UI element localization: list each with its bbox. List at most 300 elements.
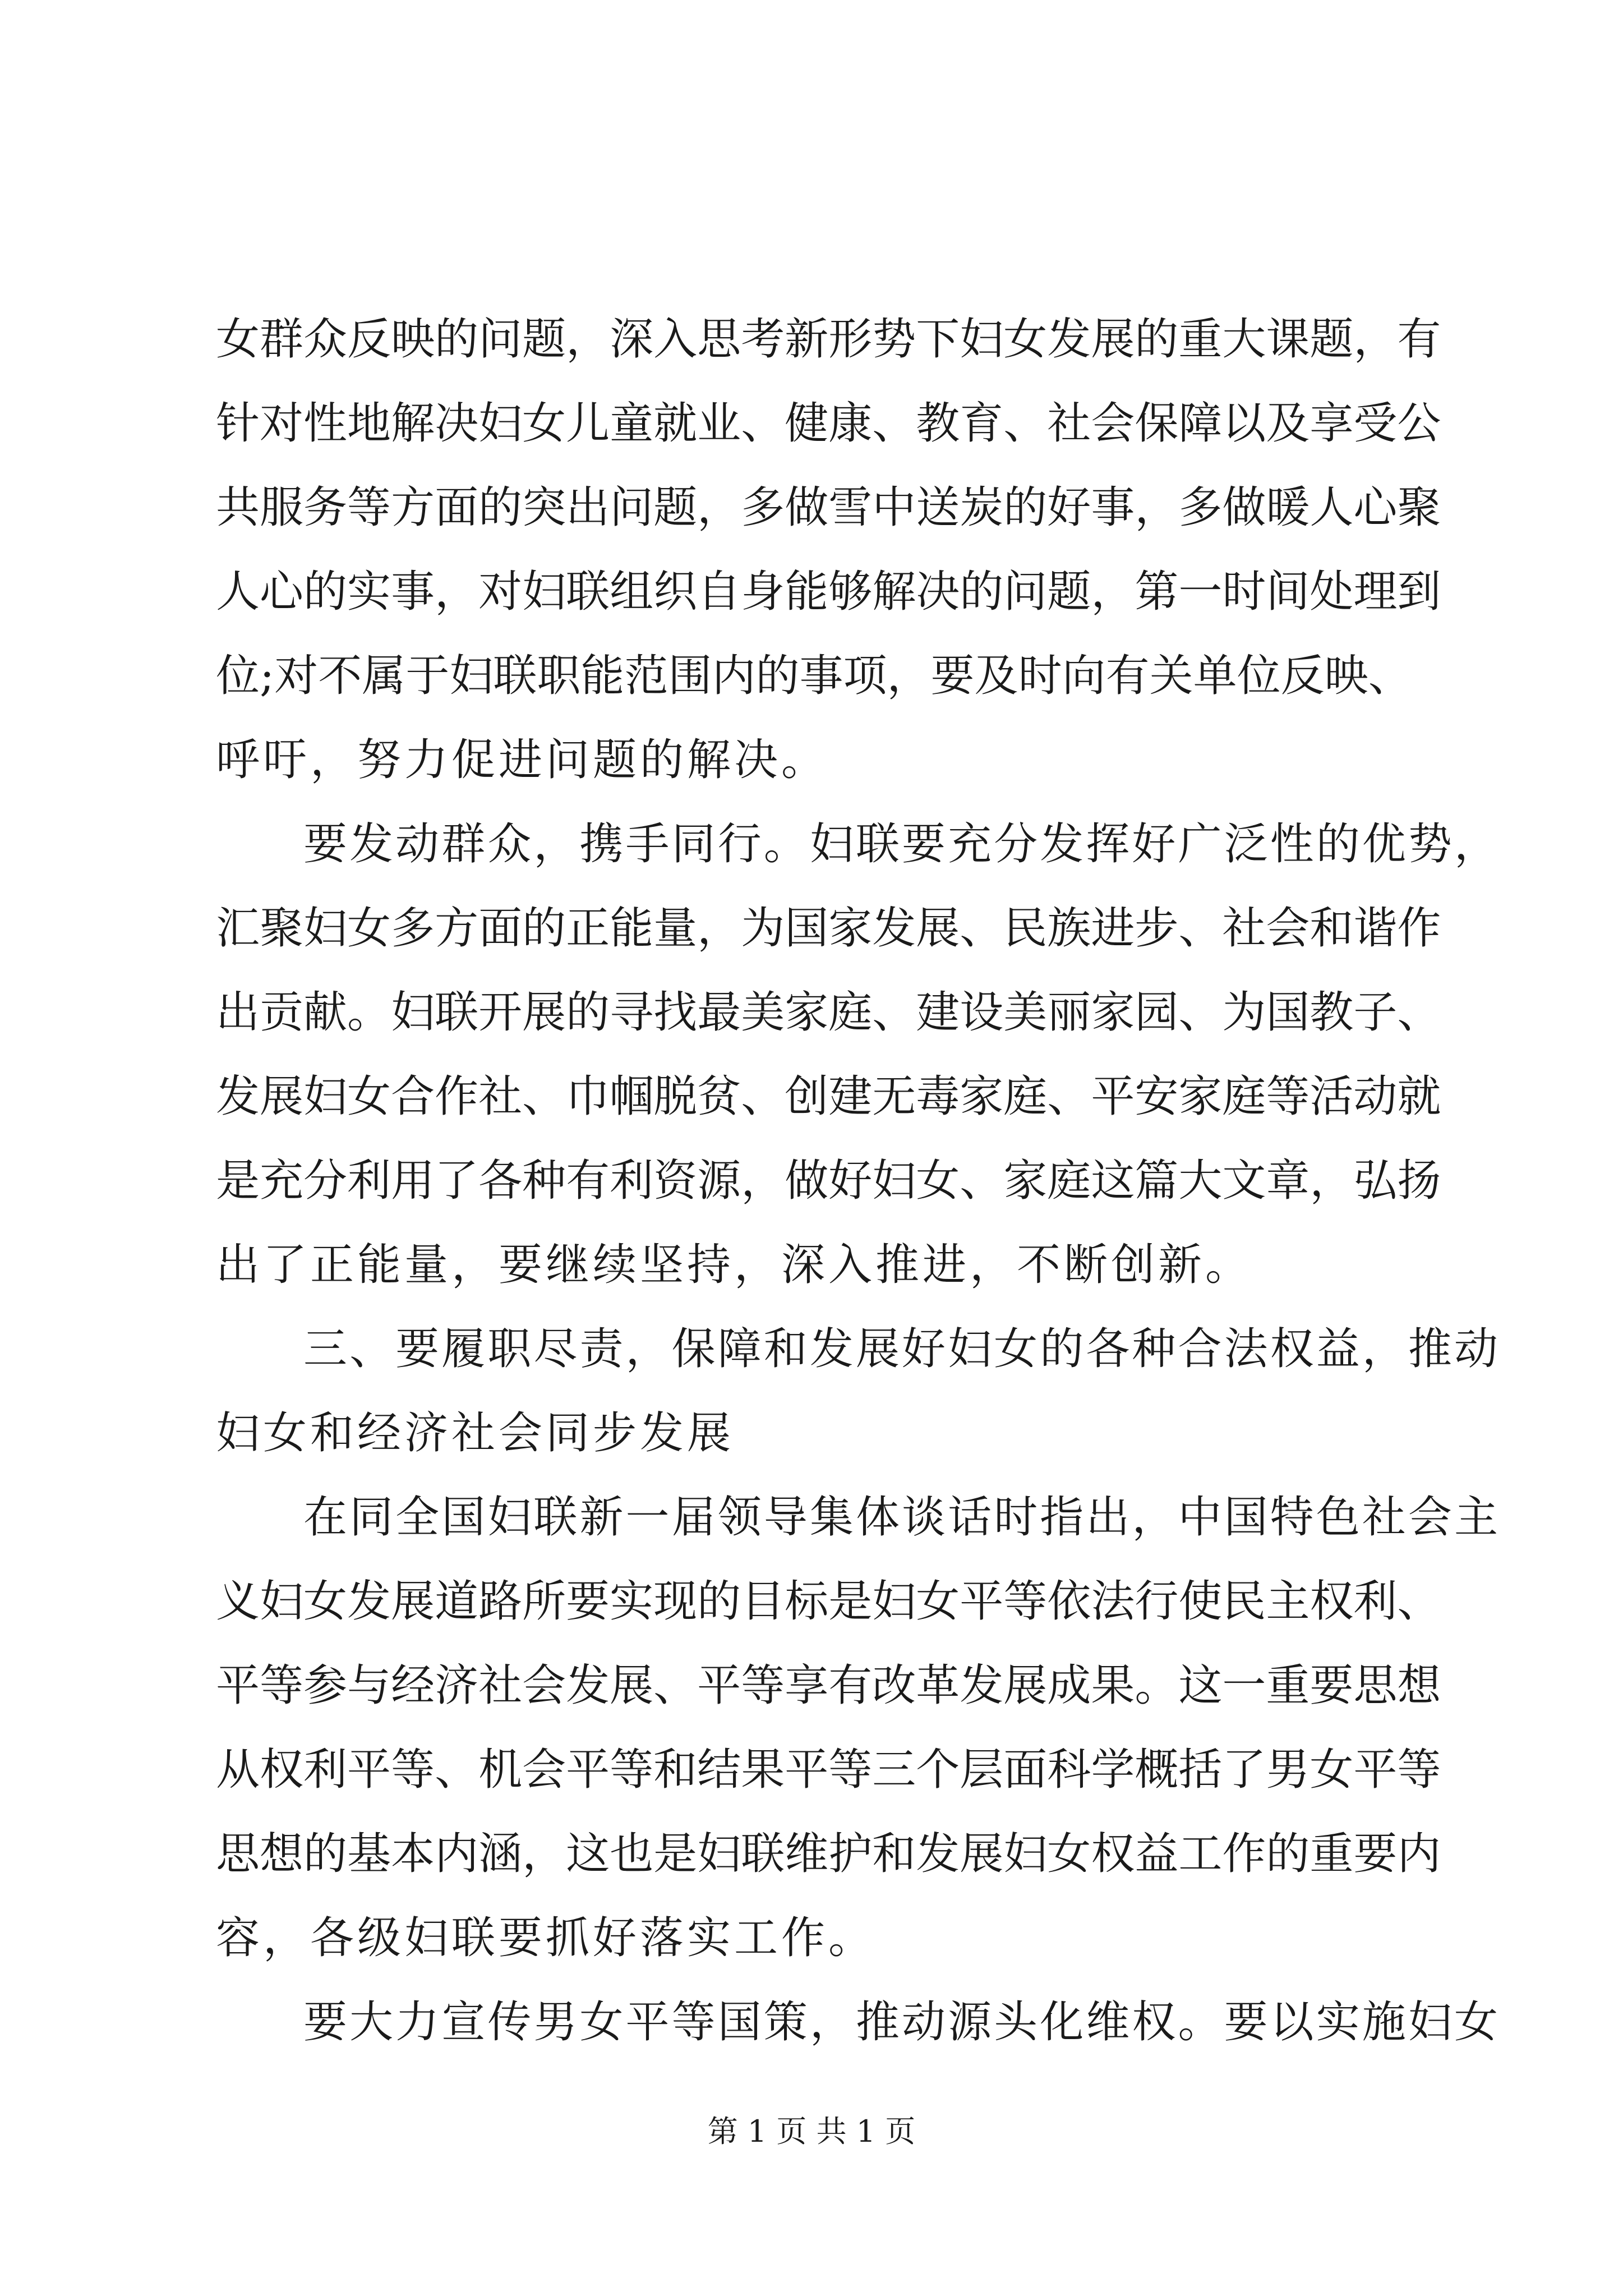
text-char: 实: [610, 1576, 654, 1627]
text-char: 法: [1091, 1576, 1135, 1627]
text-char: 发: [809, 1324, 854, 1374]
section-heading-line: [216, 1307, 1498, 1391]
text-char: 特: [1270, 1492, 1314, 1543]
text-line: [216, 381, 1441, 466]
section-heading-line: 妇女和经济社会同步发展: [216, 1408, 735, 1458]
text-char: 心: [260, 567, 304, 617]
text-char: 联: [566, 567, 610, 617]
text-char: 事: [799, 651, 843, 701]
text-char: 保: [1135, 398, 1179, 449]
text-char: 做: [785, 482, 829, 533]
text-char: 理: [1353, 567, 1398, 617]
text-char: 障: [717, 1324, 762, 1374]
text-char: 群: [441, 819, 486, 869]
text-char: 充: [260, 1156, 304, 1206]
text-char: 对: [478, 567, 523, 617]
text-char: 多: [741, 482, 785, 533]
text-char: 联: [493, 651, 537, 701]
text-char: 解: [872, 567, 916, 617]
text-char: 一: [1222, 1660, 1266, 1711]
text-char: 出: [216, 987, 260, 1038]
text-char: 庭: [1003, 1071, 1048, 1122]
text-line: [216, 1812, 1441, 1896]
text-char: 题: [1310, 314, 1354, 365]
text-char: 施: [1362, 1997, 1406, 2047]
text-char: 巾: [566, 1071, 610, 1122]
text-char: 分: [994, 819, 1038, 869]
text-char: 妇: [872, 1576, 916, 1627]
text-char: 导: [763, 1492, 808, 1543]
text-char: ，: [435, 567, 479, 617]
text-char: 同: [349, 1492, 394, 1543]
text-char: 三: [303, 1324, 348, 1374]
text-char: 国: [717, 1997, 762, 2047]
text-char: 动: [1353, 1071, 1398, 1122]
text-char: 社: [1222, 903, 1266, 954]
text-char: 是: [216, 1156, 260, 1206]
text-char: ，: [697, 903, 741, 954]
text-char: 想: [1397, 1660, 1441, 1711]
text-char: 教: [916, 398, 960, 449]
text-char: 要: [902, 819, 946, 869]
text-char: 会: [1091, 398, 1135, 449]
text-line: [216, 634, 1410, 718]
text-char: 妇: [697, 1829, 741, 1879]
text-char: 美: [1003, 987, 1048, 1038]
text-char: 织: [653, 567, 698, 617]
text-char: 利: [347, 1156, 391, 1206]
text-line: [216, 1139, 1441, 1223]
text-char: 一: [1178, 567, 1223, 617]
text-char: 组: [610, 567, 654, 617]
text-char: 工: [1178, 1829, 1223, 1879]
text-char: 要: [1224, 1997, 1268, 2047]
text-char: 子: [1353, 987, 1398, 1038]
text-char: 分: [303, 1156, 348, 1206]
text-char: 到: [1397, 567, 1441, 617]
text-char: 维: [1086, 1997, 1130, 2047]
text-line: [216, 1728, 1441, 1812]
text-char: 、: [349, 1324, 394, 1374]
text-char: 势: [872, 314, 916, 365]
text-char: 做: [1222, 482, 1266, 533]
text-char: 时: [1222, 567, 1266, 617]
text-char: 事: [1091, 482, 1135, 533]
text-char: 妇: [948, 1324, 992, 1374]
text-char: 女: [579, 1997, 624, 2047]
text-char: 于: [405, 651, 450, 701]
text-char: 开: [478, 987, 523, 1038]
text-char: 性: [1270, 819, 1314, 869]
text-char: 结: [697, 1745, 741, 1795]
text-char: 发: [1040, 819, 1084, 869]
text-char: 弘: [1353, 1156, 1398, 1206]
text-char: 是: [828, 1576, 873, 1627]
text-char: 、: [1178, 987, 1223, 1038]
text-char: 职: [487, 1324, 532, 1374]
text-char: 种: [522, 1156, 566, 1206]
text-char: 、: [741, 1071, 785, 1122]
text-char: 体: [855, 1492, 900, 1543]
text-char: 深: [610, 314, 654, 365]
text-char: 资: [653, 1156, 698, 1206]
text-char: 所: [522, 1576, 566, 1627]
text-char: 头: [994, 1997, 1038, 2047]
text-char: 课: [1266, 314, 1310, 365]
text-char: 源: [697, 1156, 741, 1206]
text-char: 决: [435, 398, 479, 449]
text-char: 行: [1135, 1576, 1179, 1627]
text-char: 、: [1397, 987, 1441, 1038]
text-char: 安: [1135, 1071, 1179, 1122]
text-char: 对: [260, 398, 304, 449]
text-char: 帼: [610, 1071, 654, 1122]
text-char: 力: [395, 1997, 440, 2047]
text-char: 面: [435, 482, 479, 533]
text-char: 宣: [441, 1997, 486, 2047]
text-char: 妇: [809, 819, 854, 869]
text-char: 妇: [960, 314, 1004, 365]
text-char: 这: [566, 1829, 610, 1879]
text-char: 步: [1135, 903, 1179, 954]
text-char: 妇: [478, 398, 523, 449]
text-char: 参: [303, 1660, 348, 1711]
text-char: 新: [785, 314, 829, 365]
text-char: 、: [960, 1156, 1004, 1206]
text-char: 群: [260, 314, 304, 365]
text-char: 思: [1353, 1660, 1398, 1711]
text-char: 时: [994, 1492, 1038, 1543]
text-char: 找: [653, 987, 698, 1038]
text-char: 展: [610, 1660, 654, 1711]
text-char: 三: [872, 1745, 916, 1795]
text-char: 也: [610, 1829, 654, 1879]
text-char: 民: [1222, 1576, 1266, 1627]
text-char: 平: [960, 1576, 1004, 1627]
text-char: 平: [566, 1745, 610, 1795]
text-char: 平: [216, 1660, 260, 1711]
text-char: 方: [391, 482, 435, 533]
text-char: 益: [1316, 1324, 1360, 1374]
text-char: 、: [960, 903, 1004, 954]
text-char: 发: [216, 1071, 260, 1122]
text-char: 各: [1086, 1324, 1130, 1374]
text-char: ，: [522, 1829, 566, 1879]
text-char: 话: [948, 1492, 992, 1543]
text-char: 义: [216, 1576, 260, 1627]
text-char: 动: [1454, 1324, 1498, 1374]
text-char: 要: [930, 651, 975, 701]
text-char: 发: [349, 819, 394, 869]
text-char: 动: [395, 819, 440, 869]
text-char: 第: [1135, 567, 1179, 617]
text-char: 基: [347, 1829, 391, 1879]
text-char: 入: [653, 314, 698, 365]
text-char: 要: [303, 1997, 348, 2047]
text-char: 女: [916, 1576, 960, 1627]
text-char: 道: [435, 1576, 479, 1627]
text-char: 能: [610, 903, 654, 954]
text-char: 会: [522, 1745, 566, 1795]
text-char: 涵: [478, 1829, 523, 1879]
text-char: 共: [216, 482, 260, 533]
text-char: ;: [260, 651, 275, 701]
text-char: 育: [960, 398, 1004, 449]
text-char: 能: [785, 567, 829, 617]
text-char: 重: [1310, 1829, 1354, 1879]
text-char: 职: [537, 651, 581, 701]
text-char: 为: [741, 903, 785, 954]
text-char: ，: [533, 819, 578, 869]
text-char: 的: [478, 482, 523, 533]
text-char: 建: [916, 987, 960, 1038]
text-char: 位: [216, 651, 260, 701]
text-char: 展: [260, 1071, 304, 1122]
text-char: 美: [741, 987, 785, 1038]
text-char: 会: [522, 1660, 566, 1711]
text-char: 果: [741, 1745, 785, 1795]
text-char: 方: [435, 903, 479, 954]
text-char: 发: [916, 1829, 960, 1879]
text-char: 等: [347, 482, 391, 533]
text-char: 展: [1091, 314, 1135, 365]
text-char: 炭: [960, 482, 1004, 533]
text-char: 妇: [872, 1156, 916, 1206]
text-char: 路: [478, 1576, 523, 1627]
text-char: 这: [1178, 1660, 1223, 1711]
text-char: 男: [1266, 1745, 1310, 1795]
text-char: 妇: [303, 1071, 348, 1122]
text-char: 的: [303, 1829, 348, 1879]
text-char: 括: [1178, 1745, 1223, 1795]
text-char: 思: [216, 1829, 260, 1879]
text-char: ，: [1135, 482, 1179, 533]
text-char: 暖: [1266, 482, 1310, 533]
text-char: 园: [1135, 987, 1179, 1038]
text-char: 尽: [533, 1324, 578, 1374]
text-char: 、: [1178, 903, 1223, 954]
text-char: 作: [1222, 1829, 1266, 1879]
text-char: 不: [318, 651, 362, 701]
text-char: 策: [763, 1997, 808, 2047]
text-char: 国: [441, 1492, 486, 1543]
text-char: 发: [1047, 314, 1091, 365]
text-line: [216, 550, 1441, 634]
text-char: 及: [974, 651, 1018, 701]
text-char: 与: [347, 1660, 391, 1711]
text-char: 中: [1178, 1492, 1222, 1543]
text-char: 社: [478, 1660, 523, 1711]
text-char: 女: [1310, 1745, 1354, 1795]
text-char: 势: [1408, 819, 1452, 869]
text-char: 间: [1266, 567, 1310, 617]
text-char: 大: [349, 1997, 394, 2047]
text-char: 。: [347, 987, 391, 1038]
text-char: 地: [347, 398, 391, 449]
text-char: 多: [391, 903, 435, 954]
text-char: 社: [1362, 1492, 1406, 1543]
text-char: 的: [303, 567, 348, 617]
text-char: 众: [487, 819, 532, 869]
text-char: 障: [1178, 398, 1223, 449]
text-char: 责: [579, 1324, 624, 1374]
text-char: 平: [1091, 1071, 1135, 1122]
text-char: 和: [1310, 903, 1354, 954]
text-char: 贡: [260, 987, 304, 1038]
text-char: 等: [1266, 1071, 1310, 1122]
text-char: 以: [1222, 398, 1266, 449]
text-line: [216, 1055, 1441, 1139]
text-char: 题: [1047, 567, 1091, 617]
text-char: ，: [741, 1156, 785, 1206]
text-char: 务: [303, 482, 348, 533]
text-char: 泛: [1224, 819, 1268, 869]
text-char: 健: [785, 398, 829, 449]
text-char: 平: [1353, 1745, 1398, 1795]
text-char: 改: [872, 1660, 916, 1711]
page-number-footer: 第 1 页 共 1 页: [707, 2114, 916, 2149]
paragraph-first-line: [216, 1980, 1498, 2064]
text-char: 保: [671, 1324, 716, 1374]
text-char: 想: [260, 1829, 304, 1879]
text-line: [216, 1644, 1441, 1728]
text-char: 最: [697, 987, 741, 1038]
text-char: 等: [1003, 1576, 1048, 1627]
text-char: 权: [1132, 1997, 1176, 2047]
text-char: 法: [1224, 1324, 1268, 1374]
text-char: 的: [566, 987, 610, 1038]
text-char: 能: [580, 651, 625, 701]
text-char: 反: [1280, 651, 1325, 701]
text-char: 问: [1003, 567, 1048, 617]
text-char: 身: [741, 567, 785, 617]
text-char: 等: [391, 1745, 435, 1795]
text-char: 有: [1397, 314, 1441, 365]
text-char: 扬: [1397, 1156, 1441, 1206]
text-char: 发: [566, 1660, 610, 1711]
text-char: 活: [1310, 1071, 1354, 1122]
text-char: 女: [347, 1071, 391, 1122]
text-char: 标: [785, 1576, 829, 1627]
text-char: 民: [1003, 903, 1048, 954]
text-char: 女: [303, 1576, 348, 1627]
text-char: 广: [1178, 819, 1222, 869]
text-char: 化: [1040, 1997, 1084, 2047]
text-char: 反: [347, 314, 391, 365]
text-char: 个: [916, 1745, 960, 1795]
text-char: ，: [1454, 819, 1498, 869]
text-char: 关: [1149, 651, 1193, 701]
text-char: 的: [1040, 1324, 1084, 1374]
paragraph-first-line: [216, 802, 1498, 886]
text-char: 篇: [1135, 1156, 1179, 1206]
text-char: 新: [579, 1492, 624, 1543]
text-char: 以: [1270, 1997, 1314, 2047]
text-char: 使: [1178, 1576, 1223, 1627]
text-char: 领: [717, 1492, 762, 1543]
text-char: 推: [1408, 1324, 1452, 1374]
text-char: 的: [522, 903, 566, 954]
text-char: 人: [1310, 482, 1354, 533]
text-char: 谐: [1353, 903, 1398, 954]
text-char: 革: [916, 1660, 960, 1711]
text-char: 携: [579, 819, 624, 869]
text-char: 从: [216, 1745, 260, 1795]
text-char: 要: [1310, 1660, 1354, 1711]
text-char: 业: [697, 398, 741, 449]
text-char: 经: [391, 1660, 435, 1711]
text-char: 做: [785, 1156, 829, 1206]
text-char: 和: [872, 1829, 916, 1879]
text-char: 的: [1266, 1829, 1310, 1879]
text-char: 科: [1047, 1745, 1091, 1795]
text-char: 妇: [1408, 1997, 1452, 2047]
text-char: 目: [741, 1576, 785, 1627]
text-char: 主: [1266, 1576, 1310, 1627]
text-char: 要: [1353, 1829, 1398, 1879]
text-char: 够: [828, 567, 873, 617]
text-char: 妇: [487, 1492, 532, 1543]
text-char: 受: [1353, 398, 1398, 449]
text-char: 的: [960, 567, 1004, 617]
text-char: 大: [1222, 314, 1266, 365]
text-char: 和: [653, 1745, 698, 1795]
text-char: ，: [1362, 1324, 1406, 1374]
text-char: 内: [712, 651, 756, 701]
text-char: 及: [1266, 398, 1310, 449]
text-char: 展: [916, 903, 960, 954]
text-char: 出: [1086, 1492, 1130, 1543]
text-char: 多: [1178, 482, 1223, 533]
text-char: 果: [1091, 1660, 1135, 1711]
text-char: ，: [1353, 314, 1398, 365]
text-char: 好: [1047, 482, 1091, 533]
text-char: 。: [1178, 1997, 1222, 2047]
text-char: 主: [1454, 1492, 1498, 1543]
text-char: 层: [960, 1745, 1004, 1795]
text-char: 国: [1224, 1492, 1268, 1543]
text-char: 女: [216, 314, 260, 365]
text-char: 庭: [1047, 1156, 1091, 1206]
text-char: 权: [260, 1745, 304, 1795]
text-char: 平: [785, 1745, 829, 1795]
text-char: 源: [948, 1997, 992, 2047]
text-char: 下: [916, 314, 960, 365]
text-char: 决: [916, 567, 960, 617]
text-char: 展: [855, 1324, 900, 1374]
text-char: 无: [872, 1071, 916, 1122]
text-char: 聚: [1397, 482, 1441, 533]
paragraph-first-line: [216, 1475, 1498, 1559]
text-char: 男: [533, 1997, 578, 2047]
text-char: 女: [1454, 1997, 1498, 2047]
text-char: 围: [668, 651, 712, 701]
text-char: 益: [1135, 1829, 1179, 1879]
text-char: 优: [1362, 819, 1406, 869]
text-char: 、: [1397, 1576, 1441, 1627]
text-char: 作: [1397, 903, 1441, 954]
text-char: 时: [1018, 651, 1062, 701]
text-char: 事: [391, 567, 435, 617]
text-char: 妇: [1003, 1829, 1048, 1879]
text-char: 面: [1003, 1745, 1048, 1795]
text-char: 会: [1408, 1492, 1452, 1543]
text-char: 现: [653, 1576, 698, 1627]
text-char: 展: [1003, 1660, 1048, 1711]
text-char: 女: [994, 1324, 1038, 1374]
text-char: 充: [948, 819, 992, 869]
text-char: 谈: [902, 1492, 946, 1543]
